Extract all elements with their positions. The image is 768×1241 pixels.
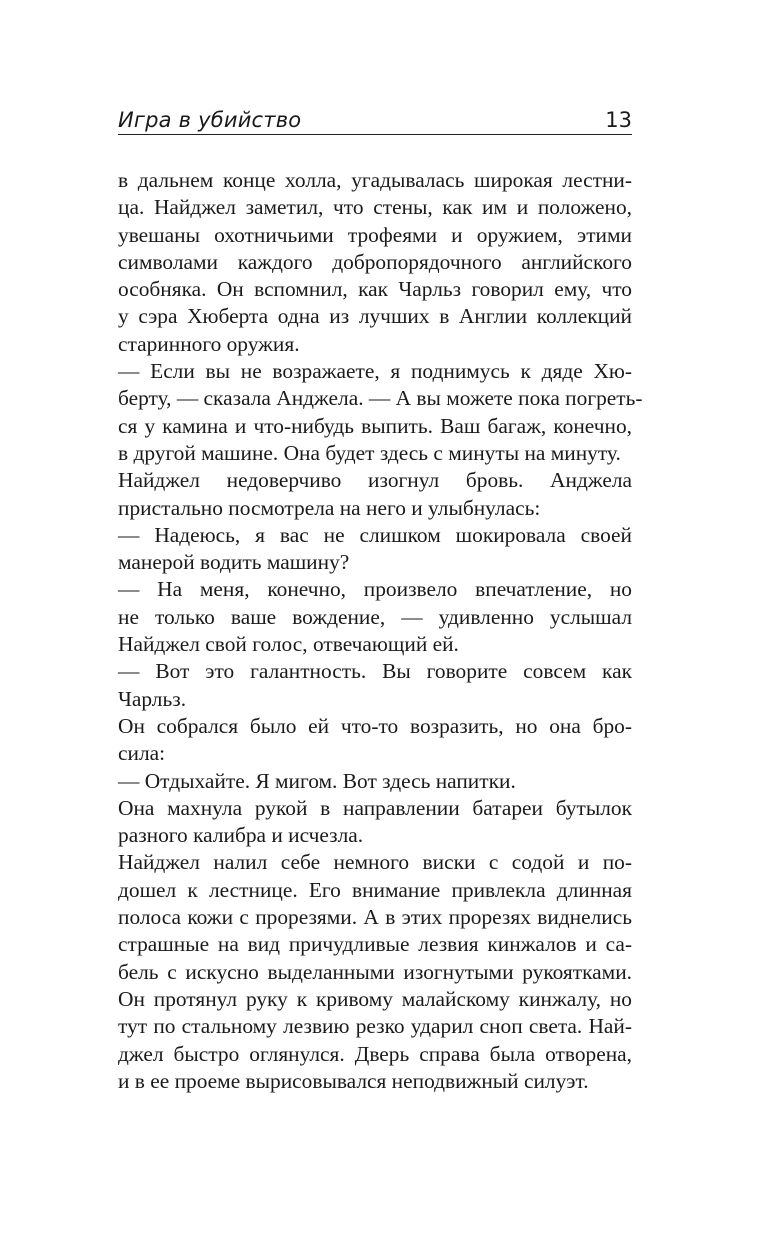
text-line: берту, — сказала Анджела. — А вы можете пока погреть- [118,386,643,411]
text-line: Он протянул руку к кривому малайскому кинжалу, но [118,986,632,1011]
paragraph [118,167,632,358]
text-line: Найджел налил себе немного виски с содой и по- [118,850,632,875]
paragraph [118,768,632,795]
text-line: Она махнула рукой в направлении батареи бутылок [118,795,632,820]
text-line: старинного оружия. [118,331,300,356]
text-line: в другой машине. Она будет здесь с минуты на минуту. [118,440,621,465]
page-number: 13 [605,108,632,132]
text-line: в дальнем конце холла, угадывалась широкая лестни- [118,168,632,192]
running-title: Игра в убийство [118,108,302,132]
body-text [118,167,643,1095]
paragraph [118,713,632,768]
text-line: ца. Найджел заметил, что стены, как им и положено, [118,195,632,220]
text-line: Найджел свой голос, отвечающий ей. [118,632,459,657]
paragraph [118,522,632,577]
running-head [118,98,632,135]
text-line: манерой водить машину? [118,550,350,575]
text-line: дошел к лестнице. Его внимание привлекла длинная [118,877,632,902]
text-line: полоса кожи с прорезями. А в этих прорезях виднелись [118,905,632,930]
text-line: — Если вы не возражаете, я поднимусь к дяде Хю- [118,359,632,384]
paragraph [118,358,643,467]
text-line: Найджел недоверчиво изогнул бровь. Анджела [118,468,632,493]
text-line: не только ваше вождение, — удивленно услышал [118,604,632,629]
paragraph [118,576,632,658]
text-line: страшные на вид причудливые лезвия кинжалов и са- [118,932,632,957]
text-line: Он собрался было ей что-то возразить, но она бро- [118,713,632,738]
text-line: у сэра Хюберта одна из лучших в Англии коллекций [118,304,632,329]
text-line: особняка. Он вспомнил, как Чарльз говорил ему, что [118,277,632,302]
text-line: — Отдыхайте. Я мигом. Вот здесь напитки. [118,768,516,793]
paragraph [118,658,632,713]
text-line: и в ее проеме вырисовывался неподвижный силуэт. [118,1068,589,1093]
text-line: — На меня, конечно, произвело впечатление, но [118,577,632,602]
paragraph [118,795,632,850]
text-line: ся у камина и что-нибудь выпить. Ваш багаж, конечно, [118,413,632,438]
text-line: джел быстро оглянулся. Дверь справа была отворена, [118,1041,632,1066]
text-line: увешаны охотничьими трофеями и оружием, этими [118,222,632,247]
text-line: символами каждого добропорядочного английского [118,249,632,274]
paragraph [118,467,632,522]
text-line: разного калибра и исчезла. [118,823,364,848]
text-line: тут по стальному лезвию резко ударил сноп света. Най- [118,1014,632,1039]
book-page [118,98,643,1095]
text-line: пристально посмотрела на него и улыбнулась: [118,495,541,520]
text-line: — Надеюсь, я вас не слишком шокировала своей [118,522,632,547]
text-line: бель с искусно выделанными изогнутыми рукоятками. [118,959,632,984]
text-line: Чарльз. [118,686,187,711]
text-line: сила: [118,741,166,766]
text-line: — Вот это галантность. Вы говорите совсем как [118,659,632,684]
paragraph [118,849,632,1095]
